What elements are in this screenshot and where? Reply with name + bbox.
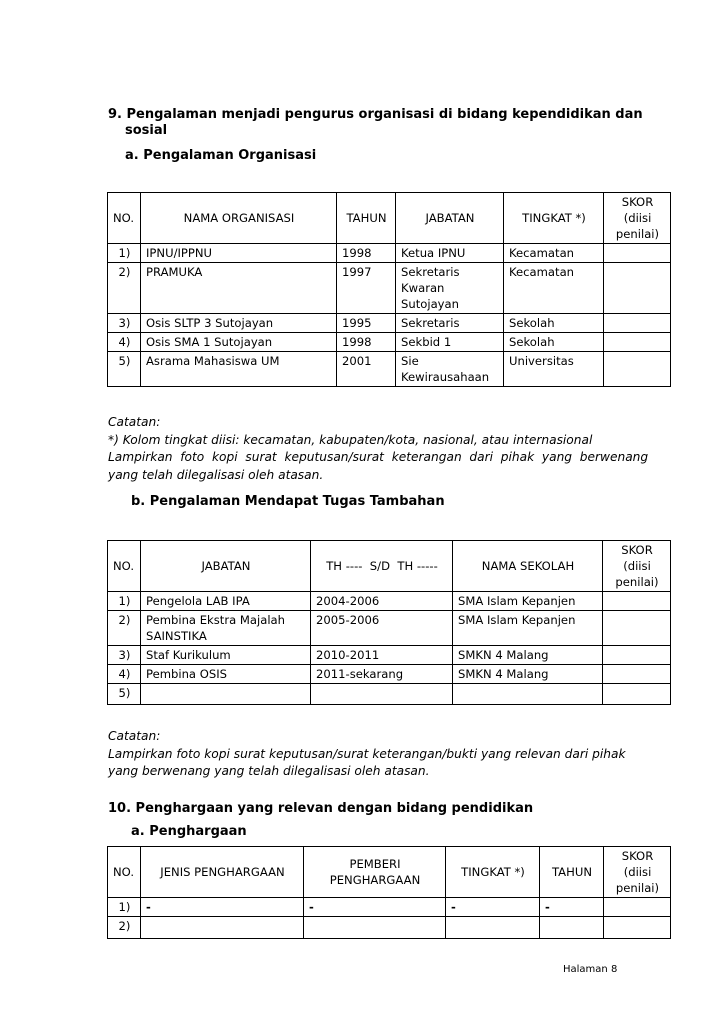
header-no: NO. <box>108 847 141 898</box>
cell-jabatan <box>396 352 504 387</box>
cell-nama-sekolah: SMA Islam Kepanjen <box>453 611 603 646</box>
cell-tingkat: - <box>446 898 540 917</box>
cell-jabatan: Sekretaris <box>396 314 504 333</box>
cell-periode: 2005-2006 <box>311 611 453 646</box>
cell-nama-organisasi: Osis SLTP 3 Sutojayan <box>141 314 337 333</box>
cell-pemberi-penghargaan: - <box>304 898 446 917</box>
cell-periode: 2010-2011 <box>311 646 453 665</box>
cell-no: 3) <box>108 646 141 665</box>
subsection-9a-title: a. Pengalaman Organisasi <box>125 148 317 163</box>
cell-no: 2) <box>108 263 141 314</box>
cell-no: 4) <box>108 665 141 684</box>
note-line: *) Kolom tingkat diisi: kecamatan, kabupaten/kota, nasional, atau internasional <box>108 432 593 447</box>
cell-no: 1) <box>108 244 141 263</box>
table-row <box>108 898 671 917</box>
cell-nama-organisasi: Osis SMA 1 Sutojayan <box>141 333 337 352</box>
section-9-title <box>108 107 643 139</box>
table-header-row <box>108 193 671 244</box>
table-row <box>108 333 671 352</box>
header-nama-sekolah: NAMA SEKOLAH <box>453 541 603 592</box>
cell-jabatan-line1: Sekretaris <box>401 265 460 279</box>
note-line: Lampirkan foto kopi surat keputusan/surat keterangan dari pihak yang berwenang <box>108 450 649 464</box>
subsection-10a-title: a. Penghargaan <box>131 824 247 839</box>
cell-tahun: 1997 <box>337 263 396 314</box>
header-periode: TH ---- S/D TH ----- <box>311 541 453 592</box>
cell-jabatan: Staf Kurikulum <box>141 646 311 665</box>
organization-experience-table <box>107 192 671 387</box>
cell-tahun: 1995 <box>337 314 396 333</box>
cell-skor <box>604 244 671 263</box>
cell-nama-organisasi: Asrama Mahasiswa UM <box>141 352 337 387</box>
section-9-title-line1: 9. Pengalaman menjadi pengurus organisasi di bidang kependidikan dan <box>108 107 643 122</box>
cell-no: 5) <box>108 684 141 705</box>
header-pemberi-line2: PENGHARGAAN <box>329 873 421 887</box>
page-label: Halaman <box>563 964 608 975</box>
cell-tahun <box>540 917 604 939</box>
cell-jabatan-line2: Kewirausahaan <box>401 370 490 384</box>
cell-skor <box>604 263 671 314</box>
cell-jabatan-line3: Sutojayan <box>401 297 459 311</box>
cell-jenis-penghargaan: - <box>141 898 304 917</box>
header-jabatan: JABATAN <box>141 541 311 592</box>
table-row <box>108 646 671 665</box>
organization-note <box>108 414 648 484</box>
table-row <box>108 314 671 333</box>
header-pemberi-penghargaan <box>304 847 446 898</box>
header-skor-line1: SKOR <box>621 849 654 863</box>
cell-no: 1) <box>108 592 141 611</box>
table-row <box>108 592 671 611</box>
table-header-row <box>108 847 671 898</box>
cell-nama-sekolah: SMA Islam Kepanjen <box>453 592 603 611</box>
cell-tingkat: Sekolah <box>504 314 604 333</box>
subsection-9b-title: b. Pengalaman Mendapat Tugas Tambahan <box>131 494 445 509</box>
cell-skor <box>603 665 671 684</box>
header-skor <box>603 541 671 592</box>
note-line: yang telah dilegalisasi oleh atasan. <box>108 467 324 482</box>
header-pemberi-line1: PEMBERI <box>349 857 401 871</box>
header-skor-line2: (diisi <box>623 865 652 879</box>
note-label: Catatan: <box>108 729 161 743</box>
cell-jabatan: Pengelola LAB IPA <box>141 592 311 611</box>
header-nama-organisasi: NAMA ORGANISASI <box>141 193 337 244</box>
cell-no: 1) <box>108 898 141 917</box>
note-line: Lampirkan foto kopi surat keputusan/surat keterangan/bukti yang relevan dari pihak <box>108 746 626 761</box>
cell-jenis-penghargaan <box>141 917 304 939</box>
cell-tingkat <box>446 917 540 939</box>
cell-no: 4) <box>108 333 141 352</box>
cell-periode: 2004-2006 <box>311 592 453 611</box>
cell-skor <box>604 314 671 333</box>
cell-skor <box>603 684 671 705</box>
cell-jabatan-line2: SAINSTIKA <box>146 629 207 643</box>
cell-tingkat: Kecamatan <box>504 263 604 314</box>
cell-no: 3) <box>108 314 141 333</box>
cell-jabatan: Sekbid 1 <box>396 333 504 352</box>
cell-tahun: - <box>540 898 604 917</box>
cell-nama-sekolah: SMKN 4 Malang <box>453 646 603 665</box>
cell-nama-sekolah <box>453 684 603 705</box>
cell-jabatan-line2: Kwaran <box>401 281 445 295</box>
header-jabatan: JABATAN <box>396 193 504 244</box>
cell-skor <box>604 898 671 917</box>
cell-skor <box>603 592 671 611</box>
cell-skor <box>603 611 671 646</box>
table-row <box>108 244 671 263</box>
cell-jabatan-line1: Sie <box>401 354 419 368</box>
page-number: 8 <box>610 964 618 975</box>
header-skor-line3: penilai) <box>615 227 660 241</box>
table-row <box>108 352 671 387</box>
table-row <box>108 263 671 314</box>
header-skor-line1: SKOR <box>621 543 653 557</box>
cell-jabatan-line1: Pembina Ekstra Majalah <box>146 613 286 627</box>
cell-jabatan: Pembina OSIS <box>141 665 311 684</box>
header-skor-line2: (diisi <box>623 559 651 573</box>
header-no: NO. <box>108 193 141 244</box>
cell-tingkat: Universitas <box>504 352 604 387</box>
additional-duty-table <box>107 540 671 705</box>
header-jenis-penghargaan: JENIS PENGHARGAAN <box>141 847 304 898</box>
header-tahun: TAHUN <box>337 193 396 244</box>
cell-nama-sekolah: SMKN 4 Malang <box>453 665 603 684</box>
cell-jabatan <box>141 684 311 705</box>
header-no: NO. <box>108 541 141 592</box>
cell-no: 5) <box>108 352 141 387</box>
header-skor-line3: penilai) <box>615 575 659 589</box>
table-row <box>108 665 671 684</box>
cell-pemberi-penghargaan <box>304 917 446 939</box>
cell-tahun: 1998 <box>337 244 396 263</box>
table-row <box>108 611 671 646</box>
table-row <box>108 684 671 705</box>
cell-skor <box>604 352 671 387</box>
award-table <box>107 846 671 939</box>
additional-duty-note <box>108 728 626 781</box>
cell-periode <box>311 684 453 705</box>
cell-tahun: 1998 <box>337 333 396 352</box>
table-row <box>108 917 671 939</box>
header-tingkat: TINGKAT *) <box>446 847 540 898</box>
cell-nama-organisasi: PRAMUKA <box>141 263 337 314</box>
header-skor-line1: SKOR <box>621 195 654 209</box>
page-footer <box>563 964 617 975</box>
cell-jabatan <box>396 263 504 314</box>
header-tahun: TAHUN <box>540 847 604 898</box>
header-skor-line2: (diisi <box>623 211 652 225</box>
cell-jabatan <box>141 611 311 646</box>
cell-skor <box>604 333 671 352</box>
cell-nama-organisasi: IPNU/IPPNU <box>141 244 337 263</box>
header-skor <box>604 847 671 898</box>
header-skor <box>604 193 671 244</box>
section-10-title: 10. Penghargaan yang relevan dengan bidang pendidikan <box>108 801 534 816</box>
note-label: Catatan: <box>108 415 161 429</box>
cell-jabatan: Ketua IPNU <box>396 244 504 263</box>
cell-skor <box>603 646 671 665</box>
header-tingkat: TINGKAT *) <box>504 193 604 244</box>
cell-no: 2) <box>108 917 141 939</box>
cell-no: 2) <box>108 611 141 646</box>
header-skor-line3: penilai) <box>615 881 660 895</box>
cell-periode: 2011-sekarang <box>311 665 453 684</box>
section-9-title-line2: sosial <box>125 123 168 138</box>
cell-tingkat: Sekolah <box>504 333 604 352</box>
table-header-row <box>108 541 671 592</box>
cell-skor <box>604 917 671 939</box>
cell-tingkat: Kecamatan <box>504 244 604 263</box>
note-line: yang berwenang yang telah dilegalisasi oleh atasan. <box>108 764 430 778</box>
cell-tahun: 2001 <box>337 352 396 387</box>
